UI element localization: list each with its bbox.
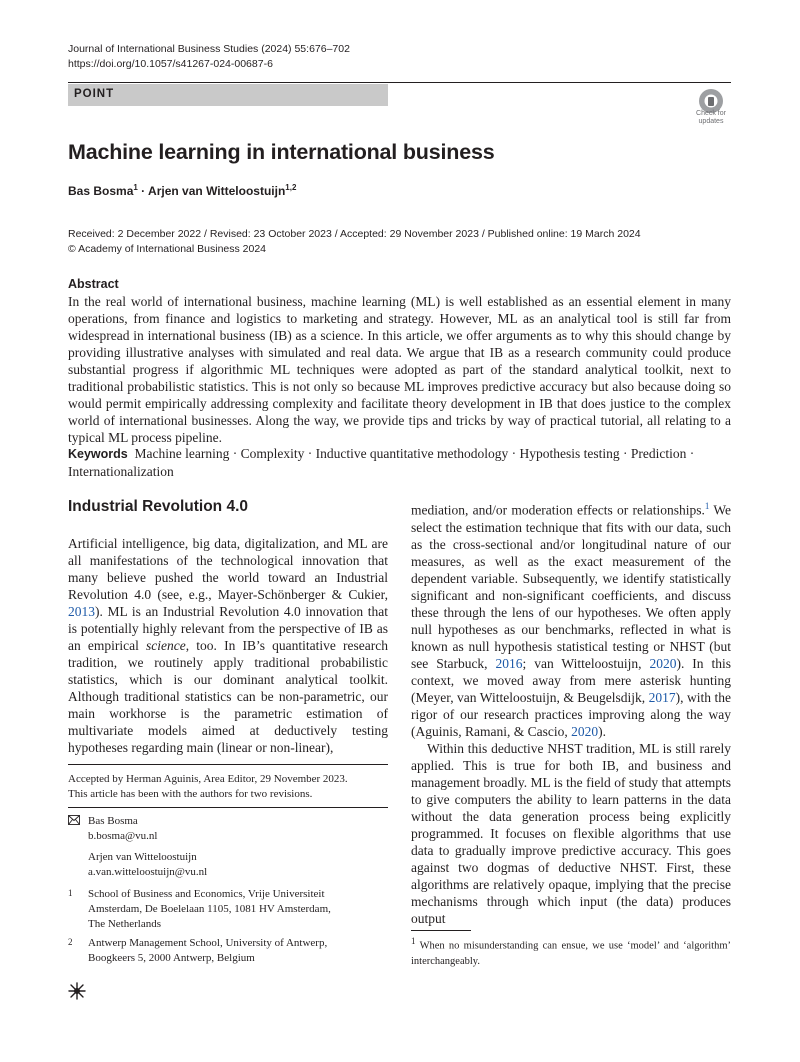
citation-link[interactable]: 2020 (571, 723, 599, 739)
text-run: ; van Witteloostuijn, (522, 655, 650, 671)
text-run: We select the estimation technique that fits with our data, such as the cross-sectional and/or longitudinal nature of our measures, as well as the exact measurement of the dependent variable. Subsequently, we identify statistically significant and non-significant coefficients, and discuss these through the lens of our hypotheses. We often apply null hypotheses as our benchmarks, reflected in what is known as null hypothesis statistical testing or NHST (but see Starbuck, (411, 502, 731, 671)
footnote (411, 934, 731, 969)
keywords-label: Keywords (68, 447, 128, 461)
author-separator: · (137, 184, 149, 198)
article-type-bar (68, 84, 388, 106)
editor-note (68, 772, 388, 802)
section-heading: Industrial Revolution 4.0 (68, 498, 248, 515)
footnote-text: When no misunderstanding can ensue, we use ‘model’ and ‘algorithm’ interchangeably. (411, 940, 731, 967)
check-updates-line1: Check for (696, 110, 726, 117)
history-dates: Received: 2 December 2022 / Revised: 23 October 2023 / Accepted: 29 November 2023 / Published online: 19 March 2024 (68, 228, 641, 240)
emphasis: science (146, 638, 186, 653)
text-run: ). (598, 723, 606, 739)
accepted-by: Accepted by Herman Aguinis, Area Editor, 29 November 2023. (68, 773, 348, 785)
affiliation (88, 887, 368, 932)
journal-header (68, 42, 350, 72)
affiliation (88, 936, 368, 966)
affiliation-number: 2 (68, 937, 73, 947)
contact-name: Arjen van Witteloostuijn (88, 851, 197, 863)
footnote-marker[interactable]: 1 (704, 501, 710, 511)
text-run: ). ML is an Industrial Revolution 4.0 innovation that is potentially highly relevant from the perspective of IB as an empirical (68, 604, 388, 653)
text-run: Artificial intelligence, big data, digitalization, and ML are all manifestations of the technological innovation that many believe pushed the world toward an Industrial Revolution 4.0 (see, e.g., Mayer-Schönberger & Cukier, (68, 536, 388, 602)
citation-link[interactable]: 2016 (495, 655, 523, 671)
author-affiliation-marker: 1 (133, 183, 138, 192)
revisions-note: This article has been with the authors for two revisions. (68, 788, 313, 800)
abstract-heading: Abstract (68, 277, 119, 291)
doi-link[interactable]: https://doi.org/10.1057/s41267-024-00687-6 (68, 58, 273, 70)
affiliation-number: 1 (68, 888, 73, 898)
affiliation-line: The Netherlands (88, 918, 161, 930)
text-run: mediation, and/or moderation effects or relationships. (411, 502, 705, 518)
header-rule (68, 82, 731, 83)
affiliation-line: School of Business and Economics, Vrije Universiteit (88, 888, 325, 900)
article-title: Machine learning in international business (68, 140, 495, 164)
text-run: ). In this context, we moved away from mere asterisk hunting (Meyer, van Witteloostuijn, & Beugelsdijk, (411, 655, 732, 705)
publication-dates (68, 227, 641, 257)
text-run: , too. In IB’s quantitative research tradition, we routinely apply traditional probabilistic statistics, which is our dominant analytical toolkit. Although traditional statistics can be non-parametric, our main workhorse is the parametric estimation of multivariate models aimed at deductively testing hypotheses regarding main (linear or non-linear), (68, 638, 388, 755)
contact-name: Bas Bosma (88, 815, 138, 827)
journal-citation: Journal of International Business Studies (2024) 55:676–702 (68, 43, 350, 55)
envelope-icon (68, 815, 80, 825)
copyright-line: © Academy of International Business 2024 (68, 243, 267, 255)
body-paragraph (68, 535, 388, 756)
author-name[interactable]: Arjen van Witteloostuijn (148, 184, 286, 198)
abstract-text: In the real world of international business, machine learning (ML) is well established as an essential element in many operations, from finance and logistics to marketing and strategy. However, ML as an analytical tool is still far from widespread in international business (IB) as a science. In this article, we offer arguments as to why this should change by providing illustrative analyses with simulated and real data. We argue that IB as a research community could produce substantial progress if algorithmic ML techniques were adopted as part of the standard analytical toolkit, next to traditional probabilistic statistics. This is not only so because ML improves predictive accuracy but also because doing so would permit empirically addressing complexity and facilitate theory development in IB that does justice to the complex world of international businesses. Along the way, we provide tips and tricks by way of practical tutorial, all relating to a typical ML process pipeline. (68, 294, 731, 445)
right-column (411, 498, 731, 927)
citation-link[interactable]: 2017 (648, 689, 676, 705)
body-paragraph: Within this deductive NHST tradition, ML is still rarely applied. This is true for both IB, and business and management broadly. ML is the field of study that attempts to give computers the ability to learn patterns in the data without the data generation process being explicitly programmed. It focuses on flexible algorithms that use data to gradually improve predictive accuracy. This goes against two dogmas of deductive NHST. First, these algorithms are relatively opaque, implying that the precise mechanisms through which input (the data) produces output (411, 740, 731, 926)
footnote-rule (411, 930, 471, 931)
affiliation-line: Boogkeers 5, 2000 Antwerp, Belgium (88, 952, 255, 964)
springer-horse-logo (66, 980, 88, 1002)
footnote-number: 1 (411, 936, 416, 946)
contact-email[interactable]: b.bosma@vu.nl (88, 830, 158, 842)
text-run: ), with the rigor of our research practices improving along the way (Aguinis, Ramani, & Cascio, (411, 689, 731, 739)
citation-link[interactable]: 2013 (68, 604, 95, 619)
divider (68, 764, 388, 765)
left-column (68, 498, 388, 756)
author-list (68, 183, 296, 198)
check-updates-text[interactable] (688, 110, 734, 126)
article-type-label: POINT (74, 88, 115, 100)
affiliation-line: Amsterdam, De Boelelaan 1105, 1081 HV Amsterdam, (88, 903, 331, 915)
body-paragraph (411, 498, 731, 740)
keywords (68, 445, 731, 480)
divider (68, 807, 388, 808)
keywords-list: Machine learning · Complexity · Inductive quantitative methodology · Hypothesis testing · Prediction · Internationalization (68, 446, 695, 479)
affiliation-line: Antwerp Management School, University of Antwerp, (88, 937, 328, 949)
citation-link[interactable]: 2020 (649, 655, 677, 671)
author-name[interactable]: Bas Bosma (68, 184, 134, 198)
author-affiliation-marker: 1,2 (285, 183, 297, 192)
correspondence (88, 814, 207, 880)
contact-email[interactable]: a.van.witteloostuijn@vu.nl (88, 866, 208, 878)
check-updates-line2: updates (698, 118, 724, 125)
